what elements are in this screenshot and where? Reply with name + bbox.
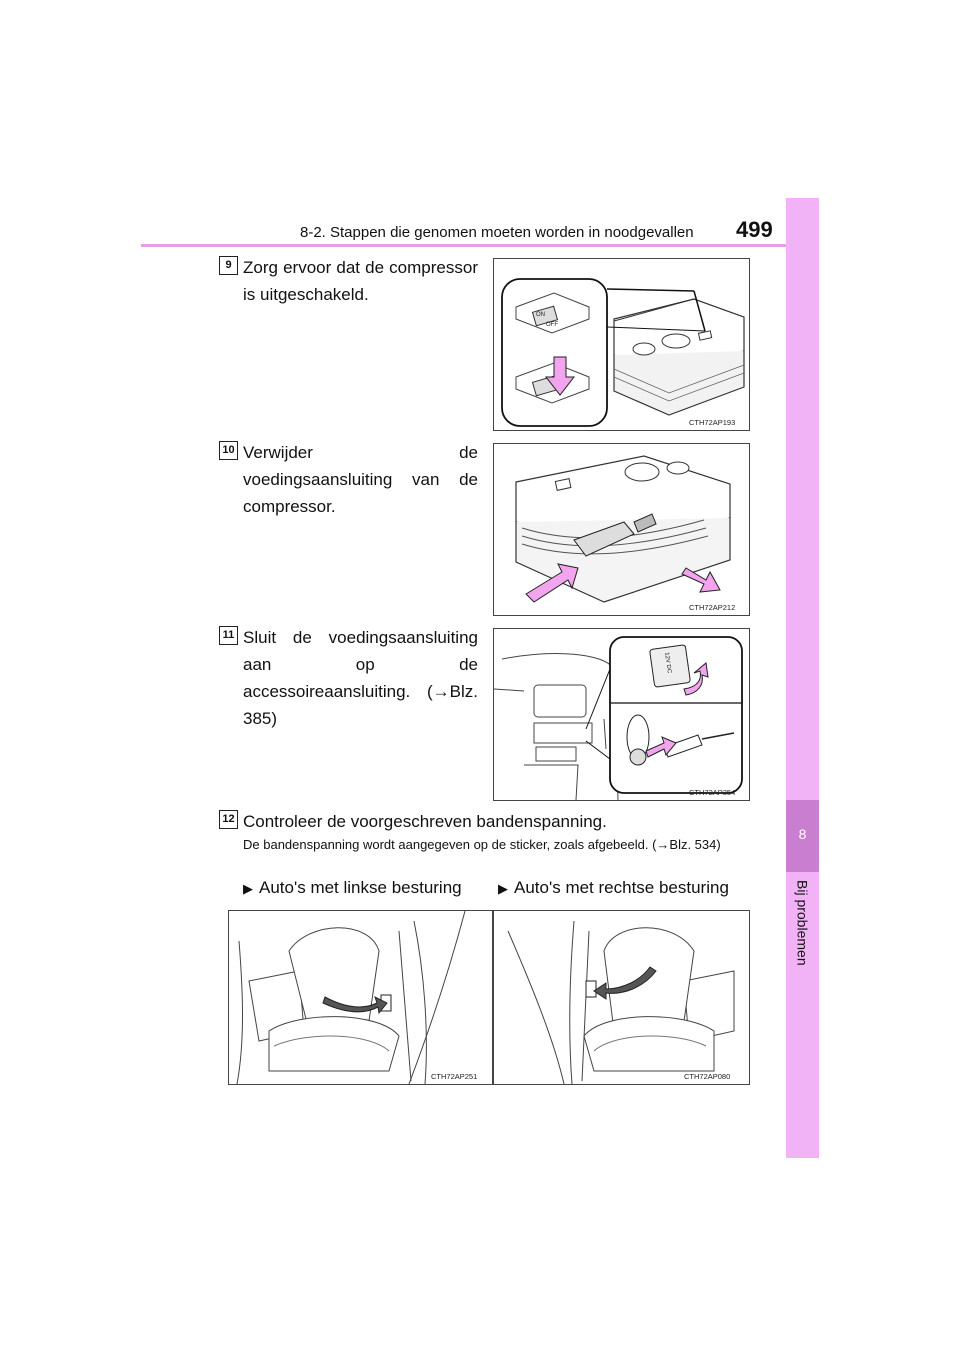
page-number: 499 xyxy=(736,217,773,242)
figure-code-right: CTH72AP080 xyxy=(684,1072,731,1081)
chapter-tab xyxy=(786,198,819,1158)
step-number-10: 10 xyxy=(219,441,238,460)
switch-off-label: OFF xyxy=(546,322,558,328)
tire-sticker-left-illustration xyxy=(229,911,492,1084)
step-number-9: 9 xyxy=(219,256,238,275)
power-cable-illustration xyxy=(494,444,749,615)
step-number-12: 12 xyxy=(219,810,238,829)
accessory-socket-illustration xyxy=(494,629,749,800)
header-rule xyxy=(141,244,818,247)
triangle-bullet-icon: ▶ xyxy=(498,881,508,896)
figure-code-10: CTH72AP212 xyxy=(689,603,736,612)
step-text-11: Sluit de voedingsaansluiting aan op de accessoireaansluiting. (→Blz. 385) xyxy=(243,628,478,728)
step-note-12: De bandenspanning wordt aangegeven op de sticker, zoals afgebeeld. (→Blz. 534) xyxy=(243,837,721,852)
tire-sticker-right-illustration xyxy=(494,911,749,1084)
figure-compressor-switch xyxy=(493,258,750,431)
figure-code-9: CTH72AP193 xyxy=(689,418,736,427)
label-right-hand-drive: ▶ Auto's met rechtse besturing xyxy=(498,878,729,897)
label-left-hand-drive: ▶ Auto's met linkse besturing xyxy=(243,878,462,897)
figure-tire-sticker-left xyxy=(228,910,493,1085)
step-number-11: 11 xyxy=(219,626,238,645)
figure-compressor-power-cable xyxy=(493,443,750,616)
compressor-switch-illustration xyxy=(494,259,749,430)
chapter-title: Bij problemen xyxy=(794,880,811,966)
chapter-number: 8 xyxy=(798,826,807,842)
step-text-9: Zorg ervoor dat de compressor is uitgeschakeld. xyxy=(243,258,478,304)
step-text-12: Controleer de voorgeschreven bandenspanning. xyxy=(243,812,607,831)
triangle-bullet-icon: ▶ xyxy=(243,881,253,896)
figure-code-left: CTH72AP251 xyxy=(431,1072,478,1081)
socket-label: 12V DC xyxy=(663,651,672,674)
figure-code-11: CTH72AP354 xyxy=(689,788,736,797)
section-title: 8-2. Stappen die genomen moeten worden in noodgevallen xyxy=(300,224,694,241)
step-text-10: Verwijder de voedingsaansluiting van de compressor. xyxy=(243,443,478,516)
switch-on-label: ON xyxy=(536,312,545,318)
figure-accessory-socket xyxy=(493,628,750,801)
figure-tire-sticker-right xyxy=(493,910,750,1085)
